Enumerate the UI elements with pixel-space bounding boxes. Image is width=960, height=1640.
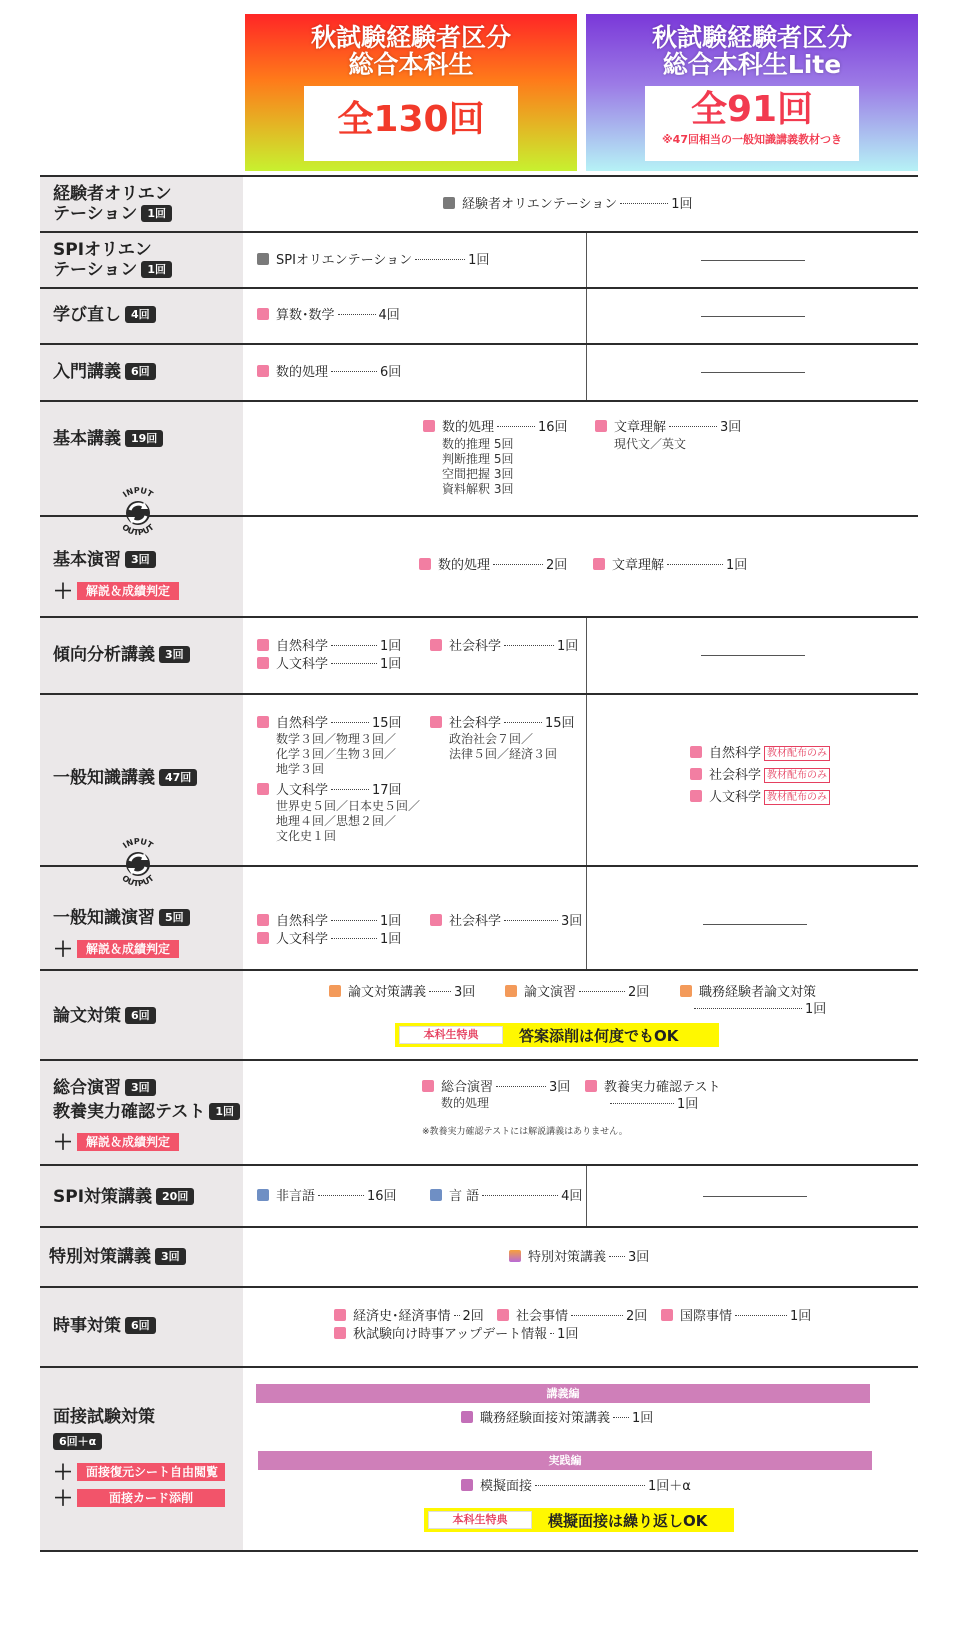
row-cell [243, 517, 918, 616]
row-title: SPI対策講義 20回 [53, 1186, 194, 1208]
row-comprehensive-exercise [40, 1059, 918, 1164]
row-current-affairs [40, 1286, 918, 1366]
list-item: 人文科学 1回 [257, 931, 401, 948]
column-divider [586, 289, 587, 343]
list-item: SPIオリエンテーション 1回 [257, 252, 489, 269]
count-badge: 1回 [141, 261, 172, 278]
row-title: 面接試験対策 [53, 1407, 155, 1427]
row-title: 基本演習 3回 [53, 549, 156, 571]
lite-item: 自然科学 教材配布のみ [690, 745, 830, 762]
plan-count: 全91回 [690, 89, 814, 130]
row-cell [243, 1288, 918, 1366]
column-divider [586, 618, 587, 693]
count-badge: 3回 [155, 1248, 186, 1265]
row-title: 一般知識講義 47回 [53, 767, 197, 789]
row-cell [243, 1166, 918, 1226]
pink-square-icon [334, 1327, 346, 1339]
sub-item: 現代文／英文 [614, 437, 687, 451]
sub-item: 政治社会７回／ [449, 732, 534, 746]
not-included-dash [703, 924, 807, 925]
pink-square-icon [257, 932, 269, 944]
row-spi-orientation [40, 231, 918, 287]
column-divider [586, 867, 587, 969]
count-badge: 47回 [159, 769, 197, 786]
input-output-cycle-icon [108, 834, 168, 894]
row-cell [243, 1368, 918, 1550]
row-cell [243, 402, 918, 515]
tokuten-text: 模擬面接は繰り返しOK [548, 1512, 708, 1530]
pink-square-icon [593, 558, 605, 570]
list-item: 数的処理 6回 [257, 364, 401, 381]
column-divider [586, 233, 587, 287]
list-item: 総合演習 3回 [422, 1079, 570, 1096]
sub-item: 法律５回／経済３回 [449, 747, 558, 761]
tokuten-banner [395, 1023, 719, 1047]
pink-square-icon [661, 1309, 673, 1321]
orange-square-icon [505, 985, 517, 997]
cycle-input-label: INPUT [121, 836, 155, 851]
orange-square-icon [680, 985, 692, 997]
pink-square-icon [257, 657, 269, 669]
list-item: 社会事情 2回 [497, 1308, 647, 1325]
sub-item: 地学３回 [276, 762, 325, 776]
interview-card-tag: 面接カード添削 [77, 1489, 225, 1507]
count-badge: 1回 [141, 205, 172, 222]
list-item: 言 語 4回 [430, 1188, 582, 1205]
plus-line [53, 1126, 179, 1155]
plus-line [53, 575, 179, 604]
plan-count: 全130回 [337, 99, 485, 140]
cycle-output-label: OUTPUT [120, 522, 156, 538]
sub-item: 数的処理 [441, 1096, 490, 1110]
pink-square-icon [422, 1080, 434, 1092]
row-general-knowledge-lecture [40, 693, 918, 865]
row-introductory-lecture [40, 343, 918, 400]
plan-title-line2: 総合本科生 [348, 50, 474, 79]
row-relearning [40, 287, 918, 343]
lite-item: 社会科学 教材配布のみ [690, 767, 830, 784]
row-cell [243, 345, 918, 400]
column-divider [586, 345, 587, 400]
pink-square-icon [690, 790, 702, 802]
list-item: 模擬面接 1回＋α [461, 1478, 691, 1495]
row-basic-exercise [40, 515, 918, 616]
row-cell [243, 618, 918, 693]
list-item: 文章理解 1回 [593, 557, 747, 574]
plan-title [245, 14, 577, 78]
sub-item: 化学３回／生物３回／ [276, 747, 397, 761]
list-item: 自然科学 1回 [257, 638, 401, 655]
list-item: 国際事情 1回 [661, 1308, 811, 1325]
pink-square-icon [419, 558, 431, 570]
plus-icon: ＋ [53, 1486, 73, 1510]
list-item: 職務経験面接対策講義 1回 [461, 1410, 653, 1427]
row-cell [243, 289, 918, 343]
sub-item: 地理４回／思想２回／ [276, 814, 397, 828]
row-spi-lecture [40, 1164, 918, 1226]
list-item: 算数･数学 4回 [257, 307, 400, 324]
plus-icon: ＋ [53, 937, 73, 961]
not-included-dash [703, 1196, 807, 1197]
row-title: 一般知識演習 5回 [53, 907, 190, 929]
row-label [40, 345, 243, 400]
gradient-square-icon [509, 1250, 521, 1262]
row-general-knowledge-exercise [40, 865, 918, 969]
row-label [40, 1228, 243, 1286]
plan-title [586, 14, 918, 78]
list-item: 人文科学 1回 [257, 656, 401, 673]
list-item: 人文科学 17回 [257, 782, 402, 799]
tokuten-tag: 本科生特典 [428, 1511, 532, 1529]
input-output-cycle-icon [108, 483, 168, 543]
not-included-dash [701, 372, 805, 373]
count-badge: 6回＋α [53, 1433, 102, 1450]
pink-square-icon [423, 420, 435, 432]
row-title: 傾向分析講義 3回 [53, 644, 190, 666]
pink-square-icon [497, 1309, 509, 1321]
cycle-output-label: OUTPUT [120, 873, 156, 889]
plan-title-line2: 総合本科生Lite [662, 50, 842, 79]
material-only-tag: 教材配布のみ [764, 790, 830, 805]
row-title: 論文対策 6回 [53, 1005, 156, 1027]
tokuten-text: 答案添削は何度でもOK [519, 1027, 679, 1045]
commentary-tag: 解説＆成績判定 [77, 582, 179, 600]
list-item: 経済史･経済事情 2回 [334, 1308, 484, 1325]
plan-count-box [304, 86, 518, 161]
row-cell [243, 971, 918, 1059]
plan-header-lite [586, 14, 918, 171]
section-bar-practice: 実践編 [258, 1451, 872, 1470]
commentary-tag: 解説＆成績判定 [77, 940, 179, 958]
count-badge: 6回 [125, 1007, 156, 1024]
list-item: 教養実力確認テスト [585, 1079, 720, 1096]
list-item: 社会科学 15回 [430, 715, 575, 732]
plan-title-line1: 秋試験経験者区分 [651, 23, 852, 52]
row-label [40, 1061, 243, 1164]
row-label [40, 1166, 243, 1226]
gray-square-icon [257, 253, 269, 265]
plan-note: ※47回相当の一般知識講義教材つき [661, 133, 842, 146]
pink-square-icon [430, 639, 442, 651]
count-badge: 1回 [209, 1103, 240, 1120]
list-item: 論文演習 2回 [505, 984, 649, 1001]
row-title: 基本講義 19回 [53, 428, 163, 450]
not-included-dash [701, 260, 805, 261]
list-item: 社会科学 3回 [430, 913, 582, 930]
blue-square-icon [430, 1189, 442, 1201]
tokuten-banner [424, 1508, 734, 1532]
row-title-line2: 教養実力確認テスト 1回 [53, 1101, 240, 1123]
sub-item: 数的推理 5回 [442, 437, 514, 451]
plus-icon: ＋ [53, 1130, 73, 1154]
row-label [40, 618, 243, 693]
column-divider [586, 1166, 587, 1226]
pink-square-icon [585, 1080, 597, 1092]
row-interview-prep [40, 1366, 918, 1552]
section-bar-lecture: 講義編 [256, 1384, 870, 1403]
sub-item: 数学３回／物理３回／ [276, 732, 397, 746]
row-label [40, 289, 243, 343]
list-item: 自然科学 1回 [257, 913, 401, 930]
list-item: 秋試験向け時事アップデート情報 1回 [334, 1326, 578, 1343]
row-basic-lecture [40, 400, 918, 515]
pink-square-icon [257, 716, 269, 728]
count-badge: 3回 [125, 551, 156, 568]
list-item: 経験者オリエンテーション 1回 [443, 196, 693, 213]
list-item: 数的処理 16回 [423, 419, 568, 436]
row-cell [243, 177, 918, 231]
list-item-count: 1回 [691, 1001, 826, 1018]
list-item: 数的処理 2回 [419, 557, 567, 574]
material-only-tag: 教材配布のみ [764, 746, 830, 761]
list-item: 文章理解 3回 [595, 419, 741, 436]
row-label [40, 233, 243, 287]
row-label [40, 971, 243, 1059]
pink-square-icon [257, 639, 269, 651]
sub-item: 世界史５回／日本史５回／ [276, 799, 421, 813]
purple-square-icon [461, 1411, 473, 1423]
svg-text:INPUT [121, 837, 155, 851]
not-included-dash [701, 655, 805, 656]
row-essay-prep [40, 969, 918, 1059]
row-title-line2: テーション 1回 [53, 259, 172, 281]
pink-square-icon [690, 746, 702, 758]
column-divider [586, 695, 587, 865]
pink-square-icon [430, 914, 442, 926]
row-special-lecture [40, 1226, 918, 1286]
list-item: 論文対策講義 3回 [329, 984, 475, 1001]
row-title: 入門講義 6回 [53, 361, 156, 383]
row-label [40, 177, 243, 231]
plus-icon: ＋ [53, 1460, 73, 1484]
plus-line [53, 1456, 225, 1485]
footnote: ※教養実力確認テストには解説講義はありません。 [422, 1127, 628, 1137]
pink-square-icon [334, 1309, 346, 1321]
pink-square-icon [690, 768, 702, 780]
count-badge: 6回 [125, 363, 156, 380]
list-item: 職務経験者論文対策 [680, 984, 816, 1001]
pink-square-icon [595, 420, 607, 432]
row-trend-analysis [40, 616, 918, 693]
row-title-line2: テーション 1回 [53, 203, 172, 225]
count-badge: 5回 [159, 909, 190, 926]
count-badge: 3回 [125, 1079, 156, 1096]
material-only-tag: 教材配布のみ [764, 768, 830, 783]
list-item: 自然科学 15回 [257, 715, 402, 732]
cycle-input-label: INPUT [121, 485, 155, 500]
plan-header-main [245, 14, 577, 171]
pink-square-icon [430, 716, 442, 728]
row-label [40, 1368, 243, 1550]
row-cell [243, 1061, 918, 1164]
pink-square-icon [257, 365, 269, 377]
purple-square-icon [461, 1479, 473, 1491]
row-title: 学び直し 4回 [53, 304, 156, 326]
pink-square-icon [257, 914, 269, 926]
blue-square-icon [257, 1189, 269, 1201]
list-item: 特別対策講義 3回 [509, 1249, 649, 1266]
svg-text:INPUT [121, 486, 155, 500]
sub-item: 文化史１回 [276, 829, 337, 843]
plus-line [53, 933, 179, 962]
count-badge: 19回 [125, 430, 163, 447]
pink-square-icon [257, 308, 269, 320]
plan-count-box [645, 86, 859, 161]
count-badge: 3回 [159, 646, 190, 663]
pink-square-icon [257, 783, 269, 795]
row-cell [243, 1228, 918, 1286]
row-label [40, 1288, 243, 1366]
list-item-count: 1回 [607, 1096, 698, 1113]
list-item: 非言語 16回 [257, 1188, 397, 1205]
row-cell [243, 233, 918, 287]
lite-item: 人文科学 教材配布のみ [690, 789, 830, 806]
commentary-tag: 解説＆成績判定 [77, 1133, 179, 1151]
sub-item: 判断推理 5回 [442, 452, 514, 466]
count-badge: 6回 [125, 1317, 156, 1334]
count-badge: 20回 [156, 1188, 194, 1205]
row-title: 経験者オリエン [53, 184, 172, 204]
orange-square-icon [329, 985, 341, 997]
sub-item: 資料解釈 3回 [442, 482, 514, 496]
row-title: 総合演習 3回 [53, 1077, 156, 1099]
row-title: SPIオリエン [53, 240, 152, 260]
row-cell [243, 867, 918, 969]
plus-line [53, 1482, 225, 1511]
gray-square-icon [443, 197, 455, 209]
row-experienced-orientation [40, 175, 918, 231]
not-included-dash [701, 316, 805, 317]
interview-sheet-tag: 面接復元シート自由閲覧 [77, 1463, 225, 1481]
plan-title-line1: 秋試験経験者区分 [310, 23, 511, 52]
row-title: 特別対策講義 3回 [49, 1246, 186, 1268]
plus-icon: ＋ [53, 579, 73, 603]
list-item: 社会科学 1回 [430, 638, 578, 655]
tokuten-tag: 本科生特典 [399, 1026, 503, 1044]
sub-item: 空間把握 3回 [442, 467, 514, 481]
count-badge: 4回 [125, 306, 156, 323]
row-title: 時事対策 6回 [53, 1315, 156, 1337]
row-title-line2 [53, 1431, 102, 1453]
